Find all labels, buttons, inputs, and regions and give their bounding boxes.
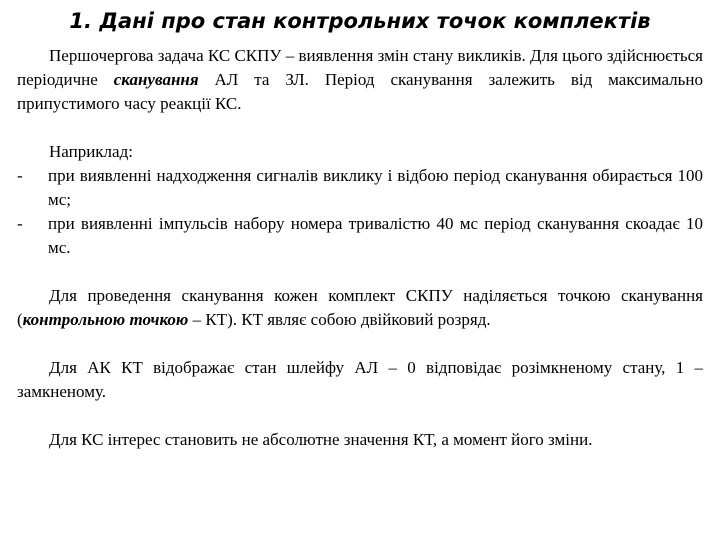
list-item (17, 212, 703, 260)
spacer (17, 332, 703, 356)
list-dash: - (17, 214, 23, 233)
spacer (17, 260, 703, 284)
list-item (17, 164, 703, 212)
paragraph-ks-interest: Для КС інтерес становить не абсолютне значення КТ, а момент його зміни. (49, 430, 593, 449)
paragraph-text: Для проведення сканування кожен комплект СКПУ наділяється точкою сканування ( (17, 286, 703, 329)
slide-title: 1. Дані про стан контрольних точок комплектів (69, 9, 651, 33)
emphasis-control-point: контрольною точкою (22, 310, 189, 329)
spacer (17, 116, 703, 140)
list-dash: - (17, 166, 23, 185)
paragraph-text: АЛ та ЗЛ. Період сканування залежить від максимально припустимого часу реакції КС. (17, 70, 703, 113)
emphasis-scanning: сканування (113, 70, 199, 89)
example-label: Наприклад: (49, 142, 133, 161)
list-item-text: при виявленні імпульсів набору номера тривалістю 40 мс період сканування скоадає 10 мс. (48, 214, 703, 257)
slide-content (17, 44, 703, 452)
paragraph-text: – КТ). КТ являє собою двійковий розряд. (188, 310, 491, 329)
paragraph-scanning-task (17, 44, 703, 116)
list-item-text: при виявленні надходження сигналів виклику і відбою період сканування обирається 100 мс; (48, 166, 703, 209)
paragraph-text: Першочергова задача КС СКПУ – виявлення змін стану викликів. Для цього здійснюється періодичне (17, 46, 703, 89)
paragraph-ak-state: Для АК КТ відображає стан шлейфу АЛ – 0 відповідає розімкненому стану, 1 – замкненому. (17, 358, 703, 401)
paragraph-control-point (17, 284, 703, 332)
spacer (17, 404, 703, 428)
